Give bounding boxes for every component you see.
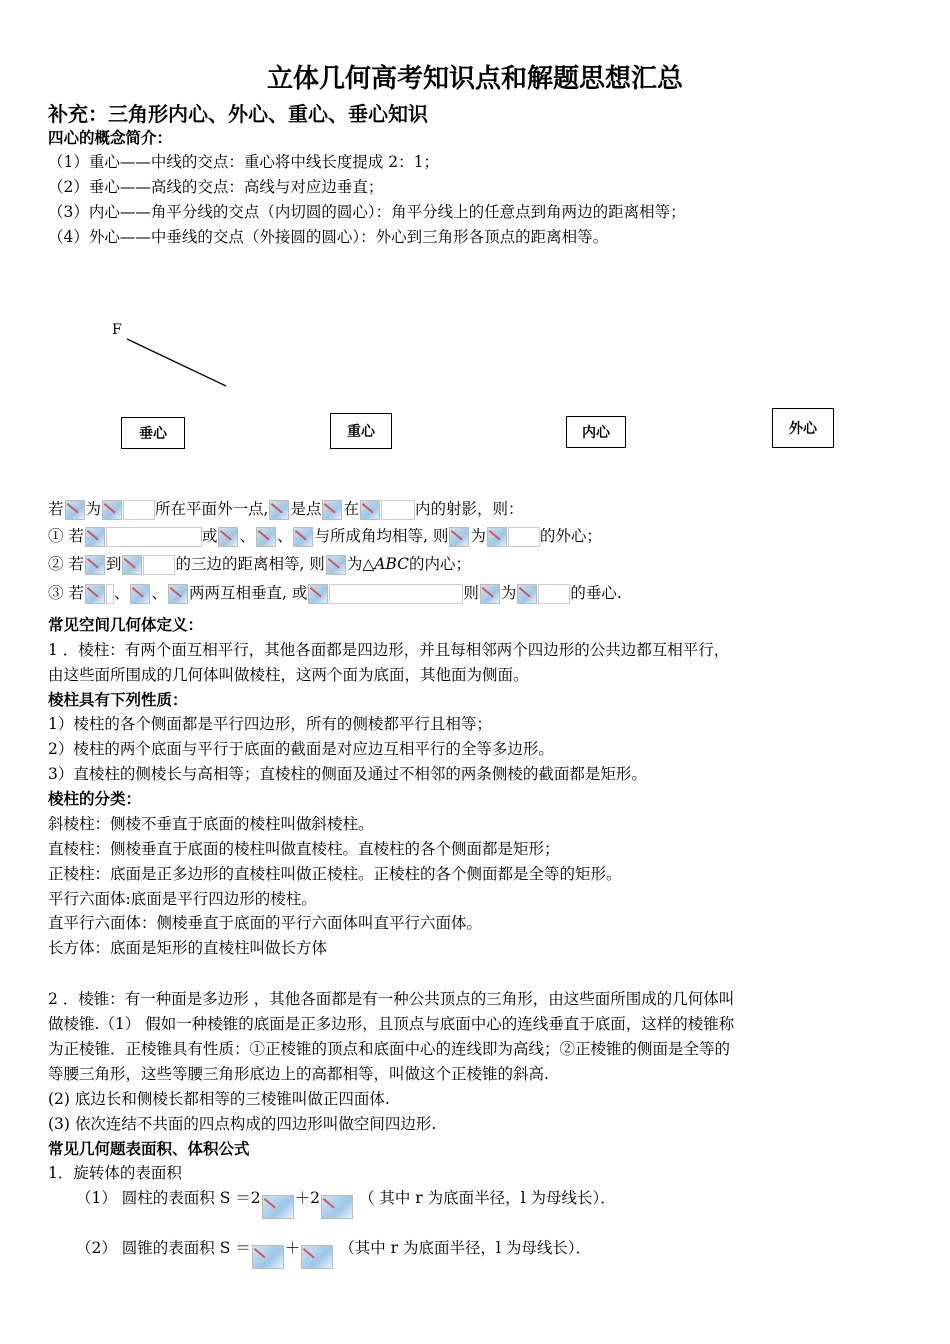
pyramid-text: 等腰三角形，这些等腰三角形底边上的高都相等，叫做这个正棱锥的斜高. <box>48 1065 549 1083</box>
centroid-box: 重心 <box>330 413 392 449</box>
cone-formula: （2） 圆锥的表面积 S ＝ ＋ （其中 r 为底面半径，l 为母线长）． <box>76 1236 591 1269</box>
supplement-heading: 补充：三角形内心、外心、重心、垂心知识 <box>48 102 428 126</box>
formula-image-icon <box>85 584 105 604</box>
prism-class: 长方体：底面是矩形的直棱柱叫做长方体 <box>48 939 328 957</box>
formula-image-icon <box>321 1195 353 1219</box>
projection-line: ① 若 或 、 、 与所成角均相等, 则 为 的外心； <box>48 527 602 545</box>
formula-image-icon <box>301 1245 333 1269</box>
formula-image-icon <box>218 527 238 547</box>
page-title: 立体几何高考知识点和解题思想汇总 <box>266 64 683 94</box>
circumcenter-box: 外心 <box>772 408 834 448</box>
prism-properties-heading: 棱柱具有下列性质： <box>48 691 188 709</box>
projection-line: ③ 若 、 、 两两互相垂直, 或 则 为 的垂心. <box>48 584 622 602</box>
formula-image-icon <box>293 527 313 547</box>
four-centers-heading: 四心的概念简介： <box>48 129 173 147</box>
formula-image <box>538 584 570 604</box>
formula-image-icon <box>480 584 500 604</box>
formula-image-icon <box>517 584 537 604</box>
prism-class: 直棱柱：侧棱垂直于底面的棱柱叫做直棱柱。直棱柱的各个侧面都是矩形； <box>48 840 560 858</box>
pyramid-text: 2 ．棱锥：有一种面是多边形 ，其他各面都是有一种公共顶点的三角形，由这些面所围成的几何体叫 <box>48 990 735 1008</box>
formula-image <box>106 584 114 604</box>
prism-property: 2）棱柱的两个底面与平行于底面的截面是对应边互相平行的全等多边形。 <box>48 740 554 758</box>
formula-image-icon <box>252 1245 284 1269</box>
formula-image-icon <box>308 584 328 604</box>
formula-image-icon <box>360 500 380 520</box>
formula-image-icon <box>85 527 105 547</box>
formula-image-icon <box>102 500 122 520</box>
formula-image-icon <box>326 555 346 575</box>
center-item: （4）外心——中垂线的交点（外接圆的圆心）：外心到三角形各顶点的距离相等。 <box>48 228 609 246</box>
formula-image-icon <box>449 527 469 547</box>
formula-image-icon <box>487 527 507 547</box>
cylinder-formula: （1） 圆柱的表面积 S ＝2 ＋2 （ 其中 r 为底面半径，l 为母线长）． <box>76 1186 616 1219</box>
formula-image <box>381 500 415 520</box>
projection-line: ② 若 到 的三边的距离相等, 则 为△ABC的内心； <box>48 555 471 573</box>
pyramid-text: 做棱锥.（1） 假如一种棱锥的底面是正多边形，且顶点与底面中心的连线垂直于底面，这样的棱锥称 <box>48 1015 735 1033</box>
point-f-label: F <box>112 322 122 338</box>
incenter-box: 内心 <box>566 416 626 448</box>
prism-property: 1）棱柱的各个侧面都是平行四边形，所有的侧棱都平行且相等； <box>48 715 492 733</box>
pyramid-text: (3) 依次连结不共面的四点构成的四边形叫做空间四边形. <box>48 1115 437 1133</box>
prism-definition: 由这些面所围成的几何体叫做棱柱，这两个面为底面，其他面为侧面。 <box>48 666 529 684</box>
prism-classes-heading: 棱柱的分类： <box>48 790 142 808</box>
formula-image-icon <box>269 500 289 520</box>
pyramid-text: 为正棱锥．正棱锥具有性质：①正棱锥的顶点和底面中心的连线即为高线；②正棱锥的侧面是全等的 <box>48 1040 731 1058</box>
formula-image <box>106 527 202 547</box>
formula-image <box>123 500 155 520</box>
formula-image-icon <box>256 527 276 547</box>
formula-image <box>143 555 175 575</box>
formula-image <box>329 584 463 604</box>
formula-image-icon <box>130 584 150 604</box>
formulas-item: 1．旋转体的表面积 <box>48 1164 182 1182</box>
formula-image-icon <box>322 500 342 520</box>
formula-image-icon <box>85 555 105 575</box>
formula-image-icon <box>168 584 188 604</box>
projection-line: 若 为 所在平面外一点, 是点 在 内的射影，则： <box>48 500 524 518</box>
solids-heading: 常见空间几何体定义： <box>48 616 204 634</box>
pyramid-text: (2) 底边长和侧棱长都相等的三棱锥叫做正四面体. <box>48 1090 390 1108</box>
prism-class: 直平行六面体：侧棱垂直于底面的平行六面体叫直平行六面体。 <box>48 914 483 932</box>
formula-image-icon <box>65 500 85 520</box>
orthocenter-box: 垂心 <box>121 417 185 449</box>
prism-class: 斜棱柱：侧棱不垂直于底面的棱柱叫做斜棱柱。 <box>48 815 374 833</box>
center-item: （1）重心——中线的交点：重心将中线长度提成 2：1； <box>48 153 440 171</box>
prism-class: 平行六面体:底面是平行四边形的棱柱。 <box>48 890 317 908</box>
prism-definition: 1 ．棱柱：有两个面互相平行，其他各面都是四边形，并且每相邻两个四边形的公共边都互相平行， <box>48 641 730 659</box>
center-item: （2）垂心——高线的交点：高线与对应边垂直； <box>48 178 384 196</box>
formulas-heading: 常见几何题表面积、体积公式 <box>48 1140 250 1158</box>
formula-image <box>508 527 540 547</box>
formula-image-icon <box>262 1195 294 1219</box>
prism-class: 正棱柱：底面是正多边形的直棱柱叫做正棱柱。正棱柱的各个侧面都是全等的矩形。 <box>48 865 622 883</box>
prism-property: 3）直棱柱的侧棱长与高相等；直棱柱的侧面及通过不相邻的两条侧棱的截面都是矩形。 <box>48 765 647 783</box>
center-item: （3）内心——角平分线的交点（内切圆的圆心）：角平分线上的任意点到角两边的距离相等； <box>48 203 686 221</box>
formula-image-icon <box>122 555 142 575</box>
